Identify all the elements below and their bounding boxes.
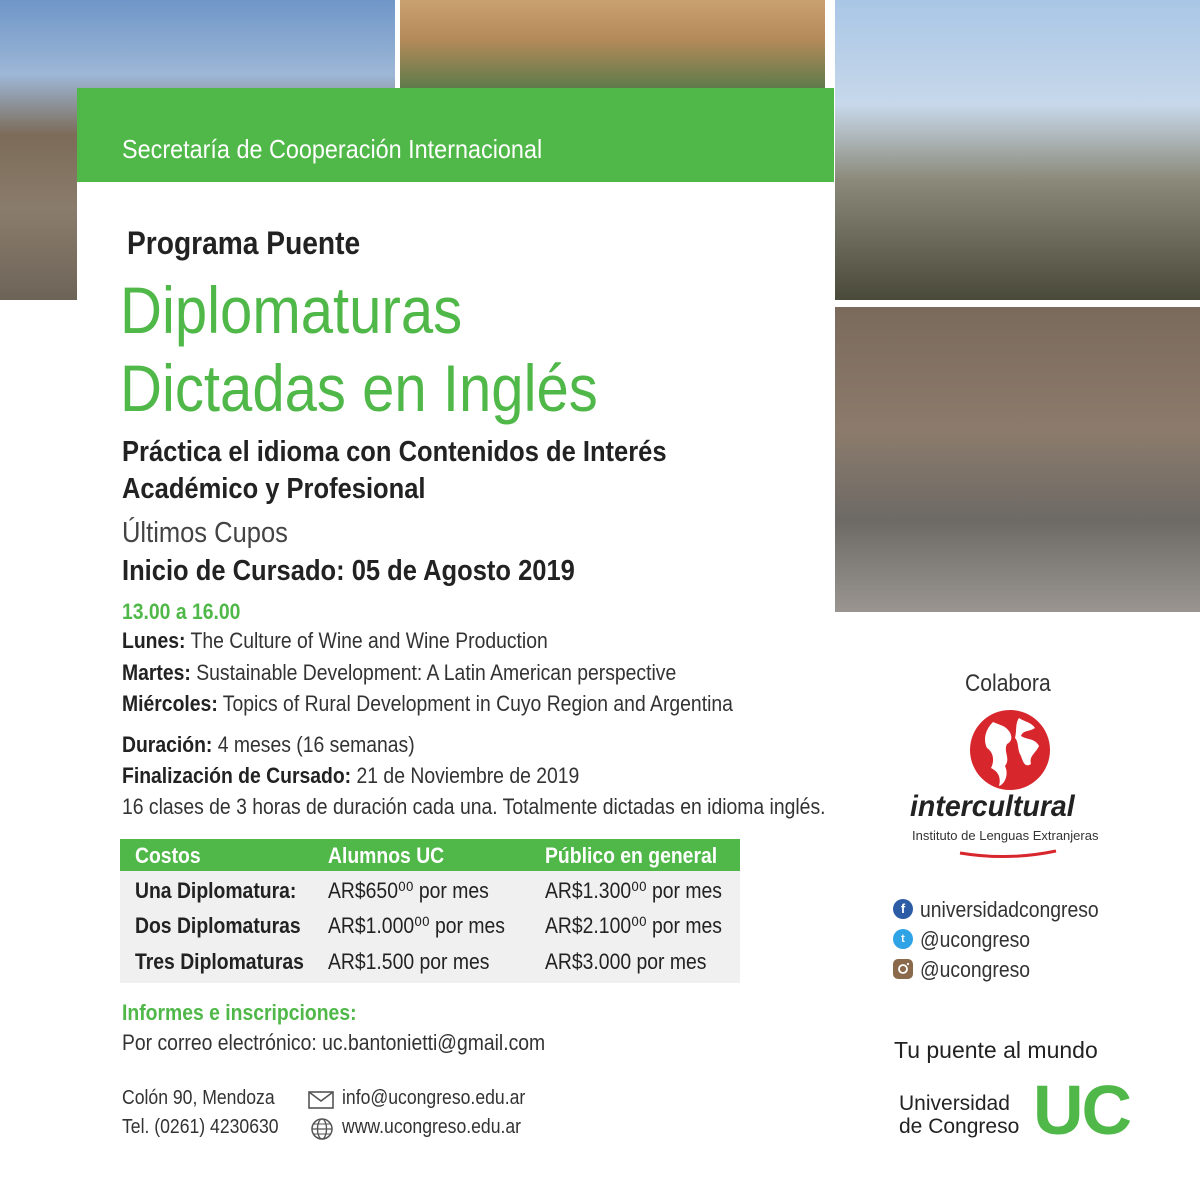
cost-uc-students: AR$1.500 por mes — [328, 949, 490, 974]
group-courtyard-photo — [400, 0, 825, 88]
university-name-line-2: de Congreso — [899, 1115, 1020, 1138]
schedule-course: Topics of Rural Development in Cuyo Region and Argentina — [217, 691, 733, 716]
globe-logo-icon — [965, 708, 1055, 798]
instagram-handle[interactable]: @ucongreso — [920, 957, 1031, 982]
schedule-row — [122, 660, 676, 686]
end-date-value: 21 de Noviembre de 2019 — [351, 763, 580, 788]
program-name: Programa Puente — [127, 225, 361, 261]
globe-icon — [310, 1117, 334, 1146]
partner-underline — [958, 847, 1058, 866]
costs-table-body — [120, 871, 740, 983]
header-banner — [77, 88, 834, 182]
title-line-2: Dictadas en Inglés — [120, 351, 598, 425]
cost-uc-students: AR$650⁰⁰ por mes — [328, 878, 489, 903]
subtitle-line-1: Práctica el idioma con Contenidos de Interés — [122, 436, 667, 468]
duration-label: Duración: — [122, 732, 213, 757]
duration-value: 4 meses (16 semanas) — [212, 732, 415, 757]
website-link[interactable]: www.ucongreso.edu.ar — [342, 1116, 522, 1138]
clock-tower-selfie-photo — [835, 0, 1200, 300]
uc-logo: UC — [1033, 1071, 1131, 1149]
partner-name: intercultural — [910, 790, 1075, 823]
schedule-time: 13.00 a 16.00 — [122, 599, 241, 624]
title-line-1: Diplomaturas — [120, 273, 463, 347]
address: Colón 90, Mendoza — [122, 1087, 275, 1109]
end-date-line — [122, 763, 579, 789]
la-enoteca-group-photo — [835, 307, 1200, 612]
phone: Tel. (0261) 4230630 — [122, 1116, 279, 1138]
costs-header-concept: Costos — [135, 843, 201, 868]
costs-header-uc-students: Alumnos UC — [328, 843, 445, 868]
schedule-course: The Culture of Wine and Wine Production — [185, 628, 548, 653]
start-date: Inicio de Cursado: 05 de Agosto 2019 — [122, 555, 575, 587]
subtitle-line-2: Académico y Profesional — [122, 473, 426, 505]
twitter-icon[interactable]: t — [893, 929, 913, 949]
contact-email-link[interactable]: info@ucongreso.edu.ar — [342, 1087, 526, 1109]
cost-concept: Una Diplomatura: — [135, 878, 297, 903]
instagram-icon[interactable] — [893, 959, 913, 979]
university-name-line-1: Universidad — [899, 1092, 1010, 1115]
partner-subtitle: Instituto de Lenguas Extranjeras — [912, 828, 1099, 843]
cost-general-public: AR$1.300⁰⁰ por mes — [545, 878, 722, 903]
cost-general-public: AR$3.000 por mes — [545, 949, 707, 974]
twitter-handle[interactable]: @ucongreso — [920, 927, 1031, 952]
schedule-day: Lunes: — [122, 628, 186, 653]
contact-email-line: Por correo electrónico: uc.bantonietti@gmail.com — [122, 1030, 546, 1055]
cost-general-public: AR$2.100⁰⁰ por mes — [545, 913, 722, 938]
cost-concept: Tres Diplomaturas — [135, 949, 304, 974]
table-row — [120, 871, 740, 908]
schedule-course: Sustainable Development: A Latin American perspective — [190, 660, 677, 685]
contact-heading: Informes e inscripciones: — [122, 1000, 357, 1025]
mail-icon — [308, 1090, 334, 1115]
table-row — [120, 945, 740, 983]
availability-text: Últimos Cupos — [122, 517, 288, 549]
schedule-day: Martes: — [122, 660, 191, 685]
cost-concept: Dos Diplomaturas — [135, 913, 301, 938]
schedule-day: Miércoles: — [122, 691, 218, 716]
cost-uc-students: AR$1.000⁰⁰ por mes — [328, 913, 505, 938]
slogan: Tu puente al mundo — [894, 1037, 1098, 1063]
department-title: Secretaría de Cooperación Internacional — [122, 134, 543, 164]
collab-label: Colabora — [965, 670, 1051, 697]
schedule-row — [122, 691, 733, 717]
table-row — [120, 908, 740, 945]
duration-line — [122, 732, 415, 758]
facebook-handle[interactable]: universidadcongreso — [920, 897, 1099, 922]
costs-table-header — [120, 839, 740, 871]
schedule-row — [122, 628, 548, 654]
costs-header-general-public: Público en general — [545, 843, 718, 868]
end-date-label: Finalización de Cursado: — [122, 763, 352, 788]
classes-description: 16 clases de 3 horas de duración cada una. Totalmente dictadas en idioma inglés. — [122, 794, 826, 819]
facebook-icon[interactable]: f — [893, 899, 913, 919]
